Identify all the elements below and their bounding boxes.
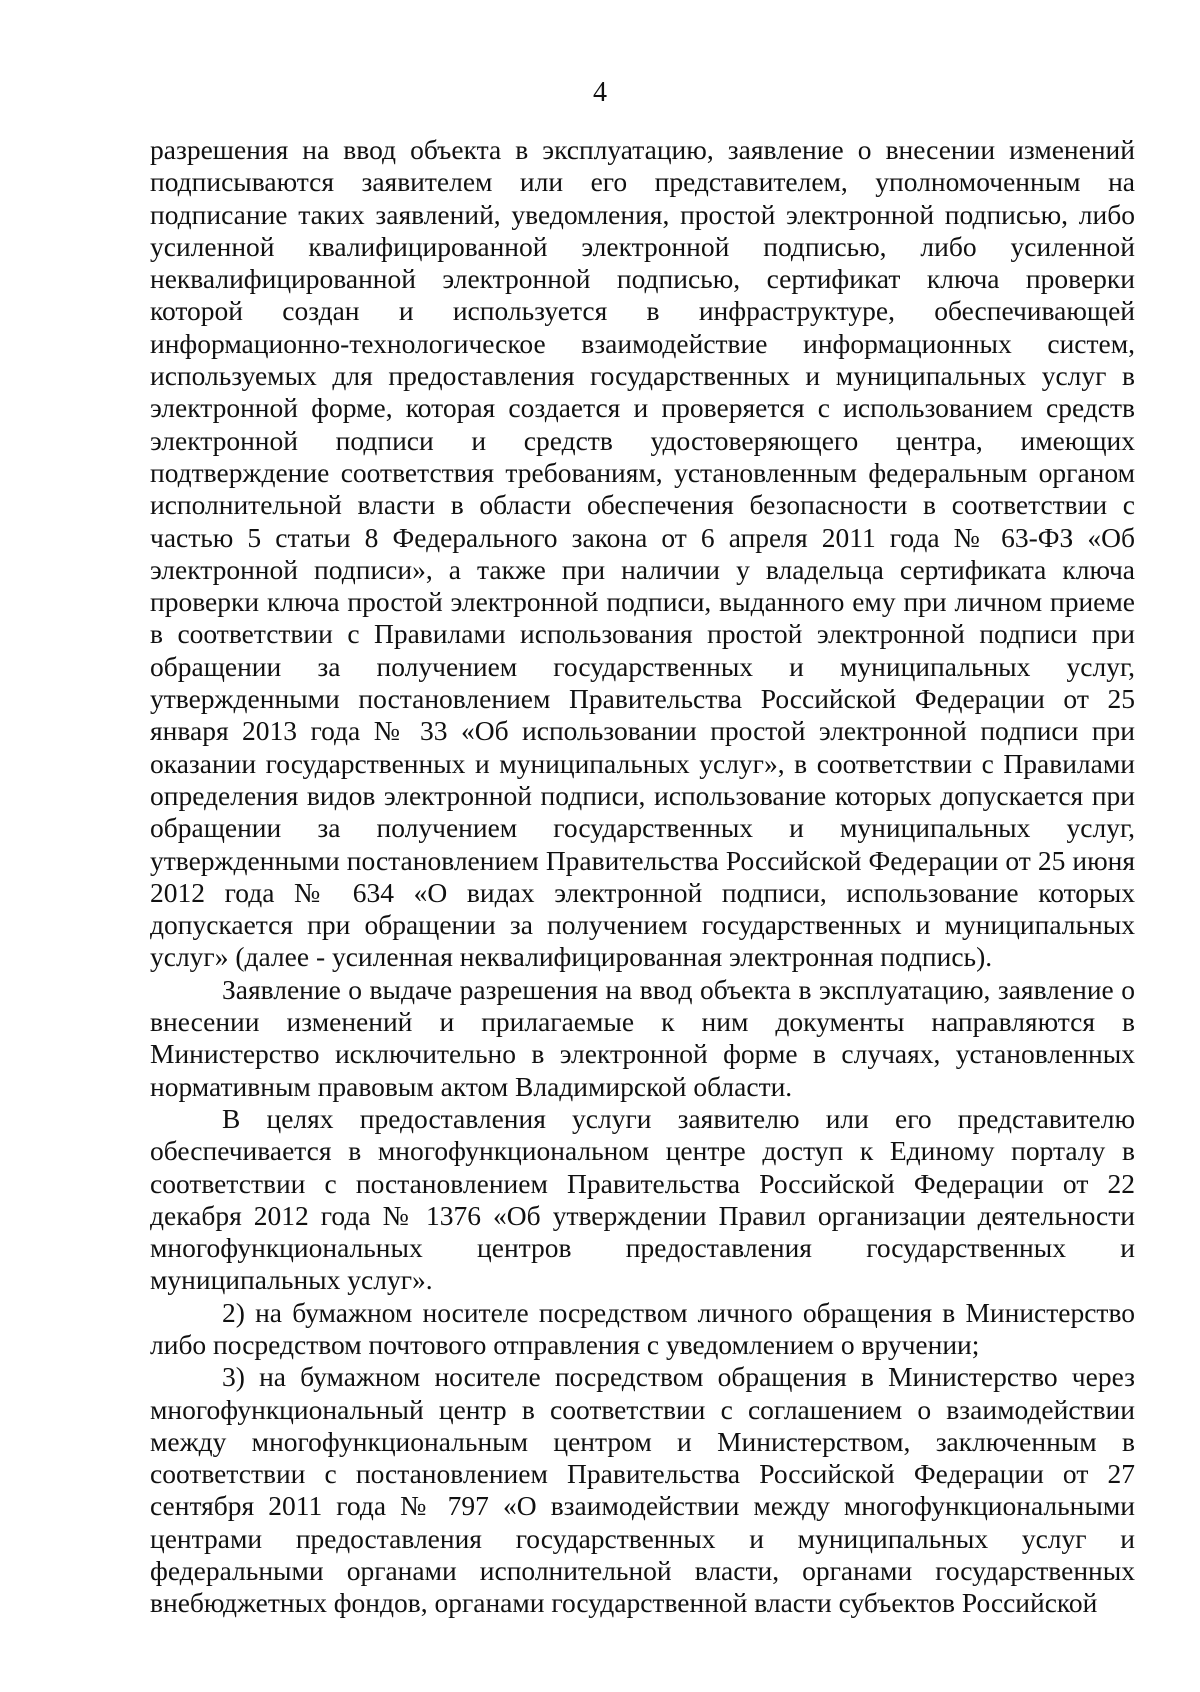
paragraph-4: 2) на бумажном носителе посредством личного обращения в Министерство либо посредством почтового отправления с уведомлением о вручении; [150,1296,1135,1360]
paragraph-5: 3) на бумажном носителе посредством обращения в Министерство через многофункциональный центр в соответствии с соглашением о взаимодействии между многофункциональным центром и Министерством, заключенным в соответствии с постановлением Правительства Российской Федерации от 27 сентября 2011 года № 797 «О взаимодействии между многофункциональными центрами предоставления государственных и муниципальных услуг и федеральными органами исполнительной власти, органами государственных внебюджетных фондов, органами государственной власти субъектов Российской [150,1361,1135,1619]
paragraph-1: разрешения на ввод объекта в эксплуатацию, заявление о внесении изменений подписываются заявителем или его представителем, уполномоченным на подписание таких заявлений, уведомления, простой электронной подписью, либо усиленной квалифицированной электронной подписью, либо усиленной неквалифицированной электронной подписью, сертификат ключа проверки которой создан и используется в инфраструктуре, обеспечивающей информационно-технологическое взаимодействие информационных систем, используемых для предоставления государственных и муниципальных услуг в электронной форме, которая создается и проверяется с использованием средств электронной подписи и средств удостоверяющего центра, имеющих подтверждение соответствия требованиям, установленным федеральным органом исполнительной власти в области обеспечения безопасности в соответствии с частью 5 статьи 8 Федерального закона от 6 апреля 2011 года № 63-ФЗ «Об электронной подписи», а также при наличии у владельца сертификата ключа проверки ключа простой электронной подписи, выданного ему при личном приеме в соответствии с Правилами использования простой электронной подписи при обращении за получением государственных и муниципальных услуг, утвержденными постановлением Правительства Российской Федерации от 25 января 2013 года № 33 «Об использовании простой электронной подписи при оказании государственных и муниципальных услуг», в соответствии с Правилами определения видов электронной подписи, использование которых допускается при обращении за получением государственных и муниципальных услуг, утвержденными постановлением Правительства Российской Федерации от 25 июня 2012 года № 634 «О видах электронной подписи, использование которых допускается при обращении за получением государственных и муниципальных услуг» (далее - усиленная неквалифицированная электронная подпись). [150,134,1135,973]
document-body [150,134,1135,1620]
page-number: 4 [593,77,607,108]
paragraph-3: В целях предоставления услуги заявителю или его представителю обеспечивается в многофункциональном центре доступ к Единому порталу в соответствии с постановлением Правительства Российской Федерации от 22 декабря 2012 года № 1376 «Об утверждении Правил организации деятельности многофункциональных центров предоставления государственных и муниципальных услуг». [150,1102,1135,1296]
paragraph-2: Заявление о выдаче разрешения на ввод объекта в эксплуатацию, заявление о внесении изменений и прилагаемые к ним документы направляются в Министерство исключительно в электронной форме в случаях, установленных нормативным правовым актом Владимирской области. [150,973,1135,1102]
